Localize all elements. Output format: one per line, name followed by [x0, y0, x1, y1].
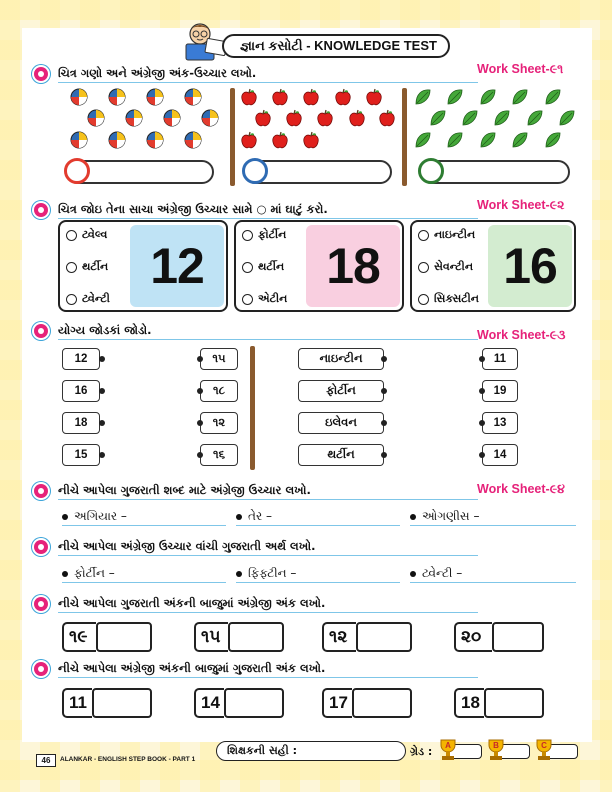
- bullet-dot: [62, 514, 68, 520]
- question-bullet: [34, 662, 48, 676]
- leaf-icon: [544, 88, 562, 106]
- match-dot[interactable]: [479, 420, 485, 426]
- option-row[interactable]: ટ્વેન્ટી: [66, 292, 110, 306]
- ws4-instruction: નીચે આપેલા ગુજરાતી શબ્દ માટે અંગ્રેજી ઉચ્ચાર લખો.: [58, 483, 311, 497]
- answer-pair: [62, 622, 152, 652]
- ws7-instruction: નીચે આપેલા અંગ્રેજી અંકની બાજુમાં ગુજરાતી અંક લખો.: [58, 661, 326, 675]
- fill-item: ઓગણીસ –: [410, 509, 479, 524]
- answer-box[interactable]: [484, 688, 544, 718]
- leaf-icon: [558, 109, 576, 127]
- book-title: ALANKAR - ENGLISH STEP BOOK - PART 1: [60, 756, 196, 763]
- bullet-dot: [410, 571, 416, 577]
- answer-box[interactable]: [492, 622, 544, 652]
- ws3-label: Work Sheet-૯૩: [477, 328, 566, 342]
- given-number: ૨૦: [454, 622, 492, 652]
- question-bullet: [34, 324, 48, 338]
- fill-item: ટ્વેન્ટી –: [410, 566, 462, 581]
- beach-ball-icon: [163, 109, 181, 127]
- radio-circle[interactable]: [418, 230, 429, 241]
- bullet-dot: [236, 514, 242, 520]
- apple-icon: [365, 88, 383, 106]
- left-digit-box: 12: [62, 348, 100, 370]
- question-bullet: [34, 203, 48, 217]
- match-dot[interactable]: [479, 452, 485, 458]
- option-row[interactable]: થર્ટીન: [242, 260, 284, 274]
- beach-ball-icon: [108, 88, 126, 106]
- answer-pair: [322, 622, 412, 652]
- count-circle[interactable]: [242, 158, 268, 184]
- answer-box[interactable]: [96, 622, 152, 652]
- left-digit-box: 16: [62, 380, 100, 402]
- option-row[interactable]: નાઇન્ટીન: [418, 228, 475, 242]
- radio-circle[interactable]: [66, 294, 77, 305]
- ws7-underline: [58, 677, 478, 678]
- apple-icon: [378, 109, 396, 127]
- answer-line[interactable]: [410, 525, 576, 526]
- leaf-icon: [414, 131, 432, 149]
- right-digit-box: 14: [482, 444, 518, 466]
- answer-line[interactable]: [62, 582, 226, 583]
- fill-item: અગિયાર –: [62, 509, 127, 524]
- radio-circle[interactable]: [418, 262, 429, 273]
- leaf-icon: [479, 131, 497, 149]
- trophy-icon: [532, 738, 556, 762]
- match-dot[interactable]: [99, 452, 105, 458]
- answer-box[interactable]: [356, 622, 412, 652]
- bullet-dot: [236, 571, 242, 577]
- ws5-instruction: નીચે આપેલા અંગ્રેજી ઉચ્ચાર વાંચી ગુજરાતી અર્થ લખો.: [58, 539, 316, 553]
- option-row[interactable]: ફોર્ટીન: [242, 228, 286, 242]
- left-gujarati-box: ૧૨: [200, 412, 238, 434]
- radio-circle[interactable]: [66, 230, 77, 241]
- apple-icon: [316, 109, 334, 127]
- match-dot[interactable]: [99, 420, 105, 426]
- given-number: 14: [194, 688, 224, 718]
- apple-icon: [285, 109, 303, 127]
- grade-letter: C: [541, 741, 547, 750]
- teacher-signature-field[interactable]: શિક્ષકની સહી :: [216, 741, 406, 761]
- leaf-icon: [414, 88, 432, 106]
- word-box: થર્ટીન: [298, 444, 384, 466]
- left-digit-box: 18: [62, 412, 100, 434]
- number-display: 16: [488, 225, 572, 307]
- option-card: [234, 220, 404, 312]
- answer-box[interactable]: [228, 622, 284, 652]
- bullet-dot: [62, 571, 68, 577]
- answer-line[interactable]: [62, 525, 226, 526]
- number-display: 12: [130, 225, 224, 307]
- leaf-icon: [429, 109, 447, 127]
- answer-pair: [194, 688, 284, 718]
- word-box: નાઇન્ટીન: [298, 348, 384, 370]
- answer-pair: [454, 688, 544, 718]
- given-number: 18: [454, 688, 484, 718]
- match-dot[interactable]: [479, 388, 485, 394]
- given-number: ૧૨: [322, 622, 356, 652]
- mascot-reading-icon: [182, 20, 228, 62]
- answer-box[interactable]: [92, 688, 152, 718]
- divider: [250, 346, 255, 470]
- divider: [230, 88, 235, 186]
- apple-icon: [302, 131, 320, 149]
- fill-item: ફોર્ટીન –: [62, 566, 115, 581]
- grade-label: ગ્રેડ :: [410, 745, 433, 758]
- option-card: [410, 220, 576, 312]
- ws1-underline: [58, 82, 478, 83]
- answer-box[interactable]: [224, 688, 284, 718]
- ws2-instruction: ચિત્ર જોઇ તેના સાચા અંગ્રેજી ઉચ્ચાર સામે ○ માં ઘાટું કરો.: [58, 202, 328, 216]
- beach-ball-icon: [108, 131, 126, 149]
- option-row[interactable]: એટીન: [242, 292, 287, 306]
- option-row[interactable]: સેવન્ટીન: [418, 260, 473, 274]
- count-circle[interactable]: [64, 158, 90, 184]
- number-display: 18: [306, 225, 400, 307]
- match-dot[interactable]: [197, 388, 203, 394]
- ws4-underline: [58, 499, 478, 500]
- left-digit-box: 15: [62, 444, 100, 466]
- trophy-icon: [484, 738, 508, 762]
- given-number: ૧૫: [194, 622, 228, 652]
- leaf-icon: [544, 131, 562, 149]
- answer-pair: [322, 688, 412, 718]
- left-gujarati-box: ૧૫: [200, 348, 238, 370]
- divider: [402, 88, 407, 186]
- radio-circle[interactable]: [66, 262, 77, 273]
- leaf-icon: [511, 131, 529, 149]
- question-bullet: [34, 540, 48, 554]
- match-dot[interactable]: [381, 420, 387, 426]
- leaf-icon: [526, 109, 544, 127]
- option-row[interactable]: થર્ટીન: [66, 260, 108, 274]
- beach-ball-icon: [70, 131, 88, 149]
- match-dot[interactable]: [381, 388, 387, 394]
- leaf-icon: [511, 88, 529, 106]
- right-digit-box: 11: [482, 348, 518, 370]
- word-box: ફોર્ટીન: [298, 380, 384, 402]
- match-dot[interactable]: [479, 356, 485, 362]
- match-dot[interactable]: [381, 452, 387, 458]
- radio-circle[interactable]: [418, 294, 429, 305]
- page-number: 46: [36, 754, 56, 767]
- match-dot[interactable]: [99, 356, 105, 362]
- answer-pair: [454, 622, 544, 652]
- fill-item: ફિફ્ટીન –: [236, 566, 296, 581]
- beach-ball-icon: [201, 109, 219, 127]
- right-digit-box: 13: [482, 412, 518, 434]
- leaf-icon: [446, 131, 464, 149]
- beach-ball-icon: [146, 131, 164, 149]
- count-circle[interactable]: [418, 158, 444, 184]
- given-number: 11: [62, 688, 92, 718]
- given-number: 17: [322, 688, 352, 718]
- given-number: ૧૯: [62, 622, 96, 652]
- ws1-label: Work Sheet-૯૧: [477, 62, 564, 76]
- match-dot[interactable]: [197, 420, 203, 426]
- trophy-icon: [436, 738, 460, 762]
- fill-item: તેર –: [236, 509, 272, 524]
- leaf-icon: [446, 88, 464, 106]
- grade-letter: B: [493, 741, 499, 750]
- answer-box[interactable]: [352, 688, 412, 718]
- beach-ball-icon: [125, 109, 143, 127]
- beach-ball-icon: [87, 109, 105, 127]
- ws1-instruction: ચિત્ર ગણો અને અંગ્રેજી અંક-ઉચ્ચાર લખો.: [58, 66, 257, 80]
- option-card: [58, 220, 228, 312]
- radio-circle[interactable]: [242, 230, 253, 241]
- page-title: જ્ઞાન કસોટી - KNOWLEDGE TEST: [222, 34, 450, 58]
- apple-icon: [254, 109, 272, 127]
- ws2-label: Work Sheet-૯૨: [477, 198, 565, 212]
- apple-icon: [240, 131, 258, 149]
- beach-ball-icon: [184, 131, 202, 149]
- beach-ball-icon: [184, 88, 202, 106]
- answer-pair: [194, 622, 284, 652]
- leaf-icon: [461, 109, 479, 127]
- question-bullet: [34, 67, 48, 81]
- answer-line[interactable]: [410, 582, 576, 583]
- left-gujarati-box: ૧૬: [200, 444, 238, 466]
- leaf-icon: [493, 109, 511, 127]
- right-digit-box: 19: [482, 380, 518, 402]
- answer-line[interactable]: [236, 582, 400, 583]
- match-dot[interactable]: [381, 356, 387, 362]
- ws3-instruction: યોગ્ય જોડકાં જોડો.: [58, 323, 152, 337]
- answer-pair: [62, 688, 152, 718]
- word-box: ઇલેવન: [298, 412, 384, 434]
- apple-icon: [334, 88, 352, 106]
- radio-circle[interactable]: [242, 294, 253, 305]
- ws5-underline: [58, 555, 478, 556]
- apple-icon: [271, 88, 289, 106]
- option-row[interactable]: ટ્વેલ્વ: [66, 228, 107, 242]
- option-row[interactable]: સિક્સટીન: [418, 292, 479, 306]
- ws6-underline: [58, 612, 478, 613]
- radio-circle[interactable]: [242, 262, 253, 273]
- beach-ball-icon: [146, 88, 164, 106]
- apple-icon: [271, 131, 289, 149]
- ws4-label: Work Sheet-૯૪: [477, 482, 565, 496]
- ws2-underline: [58, 218, 478, 219]
- beach-ball-icon: [70, 88, 88, 106]
- match-dot[interactable]: [99, 388, 105, 394]
- grade-letter: A: [445, 741, 451, 750]
- apple-icon: [240, 88, 258, 106]
- leaf-icon: [479, 88, 497, 106]
- ws3-underline: [58, 339, 478, 340]
- match-dot[interactable]: [197, 452, 203, 458]
- match-dot[interactable]: [197, 356, 203, 362]
- apple-icon: [302, 88, 320, 106]
- apple-icon: [348, 109, 366, 127]
- ws6-instruction: નીચે આપેલા ગુજરાતી અંકની બાજુમાં અંગ્રેજી અંક લખો.: [58, 596, 326, 610]
- answer-line[interactable]: [236, 525, 400, 526]
- bullet-dot: [410, 514, 416, 520]
- question-bullet: [34, 597, 48, 611]
- question-bullet: [34, 484, 48, 498]
- left-gujarati-box: ૧૮: [200, 380, 238, 402]
